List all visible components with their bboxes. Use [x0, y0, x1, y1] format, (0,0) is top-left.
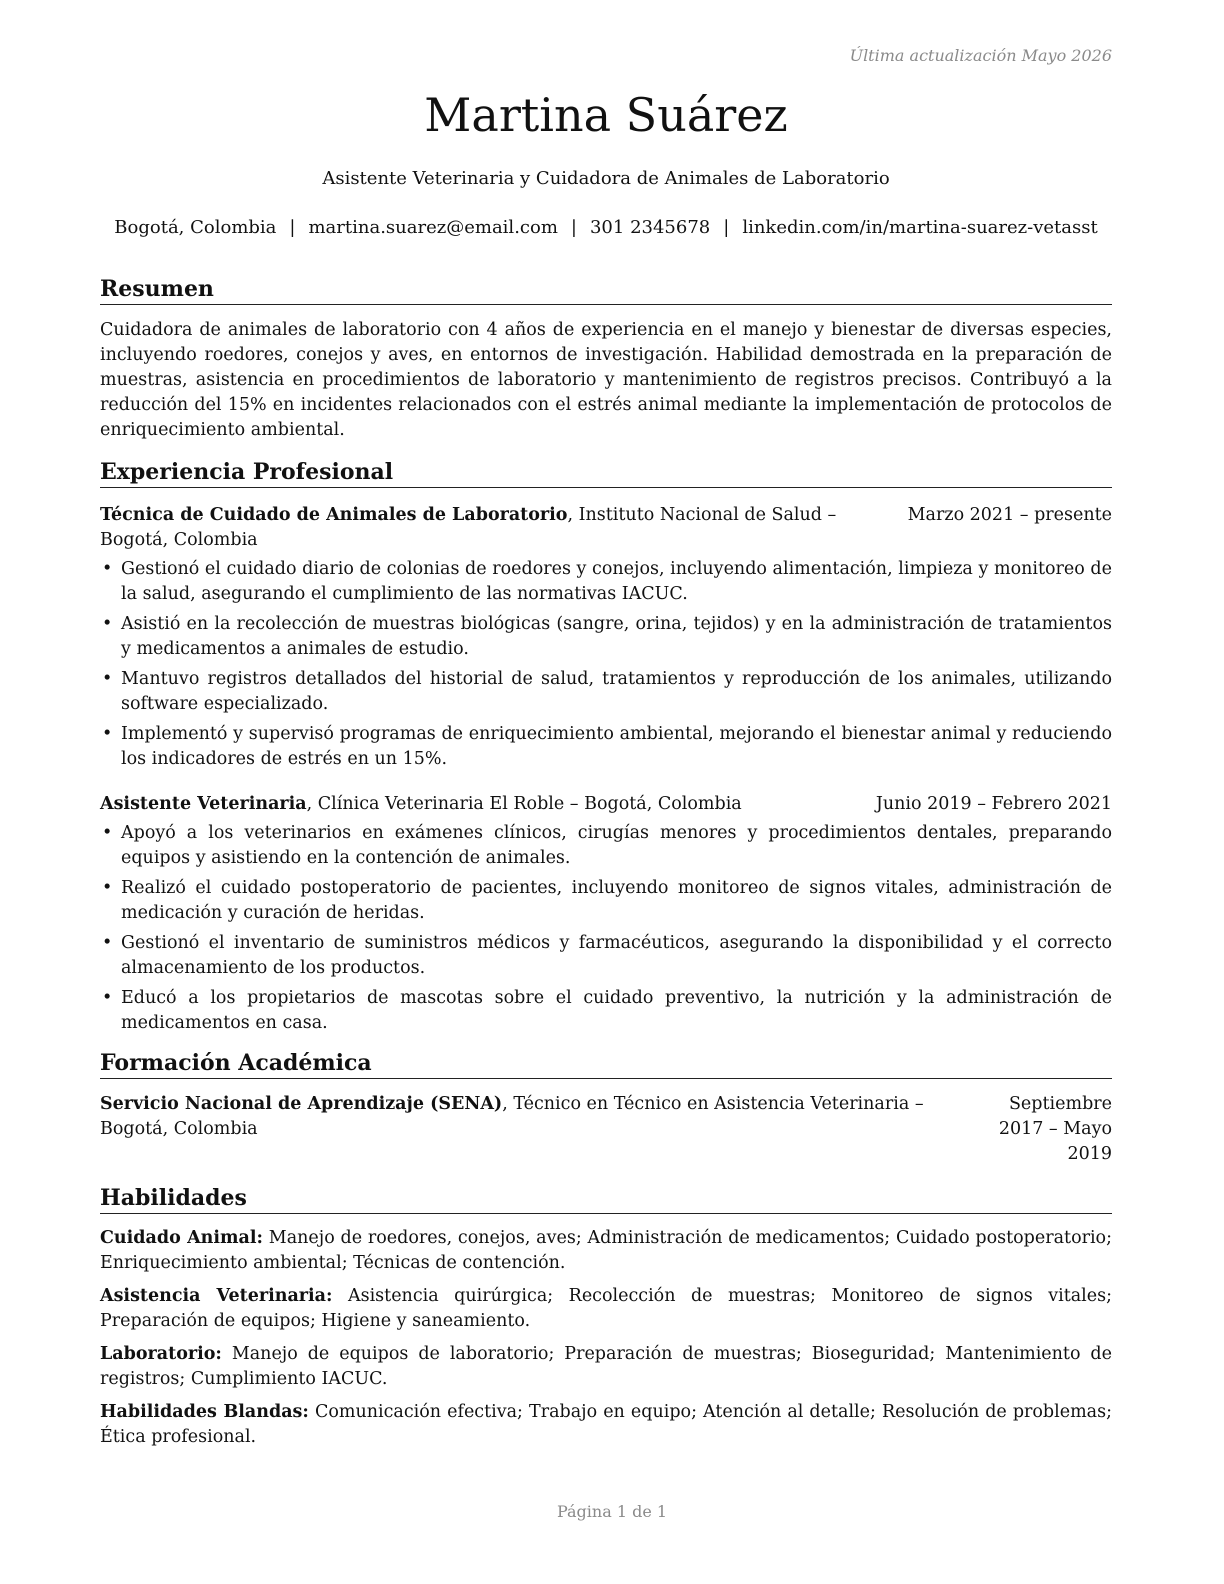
contact-line [100, 217, 1112, 238]
job-bullets [100, 821, 1112, 1036]
job-header [100, 503, 1112, 553]
job-title: Asistente Veterinaria [100, 794, 307, 814]
section-title-experience: Experiencia Profesional [100, 459, 1112, 488]
contact-separator: | [723, 217, 730, 238]
skill-group [100, 1342, 1112, 1392]
contact-linkedin-link[interactable]: linkedin.com/in/martina-suarez-vetasst [742, 217, 1098, 238]
list-item: • Gestionó el inventario de suministros médicos y farmacéuticos, asegurando la disponibilidad y el correcto almacenamiento de los productos. [100, 931, 1112, 981]
job-entry [100, 792, 1112, 1036]
list-item: • Implementó y supervisó programas de enriquecimiento ambiental, mejorando el bienestar animal y reduciendo los indicadores de estrés en un 15%. [100, 722, 1112, 772]
education-section [100, 1050, 1112, 1167]
job-bullets [100, 557, 1112, 772]
summary-text: Cuidadora de animales de laboratorio con 4 años de experiencia en el manejo y bienestar de diversas especies, incluyendo roedores, conejos y aves, en entornos de investigación. Habilidad demostrada en la preparación de muestras, asistencia en procedimientos de laboratorio y mantenimiento de registros precisos. Contribuyó a la reducción del 15% en incidentes relacionados con el estrés animal mediante la implementación de protocolos de enriquecimiento ambiental. [100, 320, 1112, 440]
contact-location: Bogotá, Colombia [114, 217, 277, 238]
skills-section [100, 1185, 1112, 1450]
job-dates: Marzo 2021 – presente [907, 505, 1112, 525]
page-footer: Página 1 de 1 [556, 1502, 668, 1521]
list-item: • Asistió en la recolección de muestras biológicas (sangre, orina, tejidos) y en la administración de tratamientos y medicamentos a animales de estudio. [100, 612, 1112, 662]
skill-label: Cuidado Animal: [100, 1228, 264, 1248]
skill-label: Asistencia Veterinaria: [100, 1286, 333, 1306]
contact-email-link[interactable]: martina.suarez@email.com [308, 217, 558, 238]
education-dates: Septiembre 2017 – Mayo 2019 [998, 1094, 1112, 1164]
skill-group [100, 1400, 1112, 1450]
headline: Asistente Veterinaria y Cuidadora de Animales de Laboratorio [322, 168, 890, 189]
list-item: • Realizó el cuidado postoperatorio de pacientes, incluyendo monitoreo de signos vitales, administración de medicación y curación de heridas. [100, 876, 1112, 926]
skill-text: Manejo de roedores, conejos, aves; Administración de medicamentos; Cuidado postoperatorio; Enriquecimiento ambiental; Técnicas de contención. [100, 1228, 1112, 1273]
skill-group [100, 1226, 1112, 1276]
list-item: • Gestionó el cuidado diario de colonias de roedores y conejos, incluyendo alimentación, limpieza y monitoreo de la salud, asegurando el cumplimiento de las normativas IACUC. [100, 557, 1112, 607]
job-title: Técnica de Cuidado de Animales de Laboratorio [100, 505, 568, 525]
list-item: • Mantuvo registros detallados del historial de salud, tratamientos y reproducción de los animales, utilizando software especializado. [100, 667, 1112, 717]
summary-section [100, 276, 1112, 443]
education-entry [100, 1092, 1112, 1167]
skill-text: Comunicación efectiva; Trabajo en equipo; Atención al detalle; Resolución de problemas; Ética profesional. [100, 1402, 1112, 1447]
education-detail: , Técnico en Técnico en Asistencia Veterinaria – Bogotá, Colombia [100, 1094, 924, 1139]
last-updated: Última actualización Mayo 2026 [849, 46, 1112, 65]
contact-separator: | [289, 217, 296, 238]
list-item: • Apoyó a los veterinarios en exámenes clínicos, cirugías menores y procedimientos dentales, preparando equipos y asistiendo en la contención de animales. [100, 821, 1112, 871]
job-dates: Junio 2019 – Febrero 2021 [875, 794, 1112, 814]
skill-text: Manejo de equipos de laboratorio; Preparación de muestras; Bioseguridad; Mantenimiento de registros; Cumplimiento IACUC. [100, 1344, 1112, 1389]
contact-separator: | [570, 217, 577, 238]
job-header [100, 792, 1112, 817]
candidate-name: Martina Suárez [424, 88, 788, 142]
section-title-skills: Habilidades [100, 1185, 1112, 1214]
contact-phone: 301 2345678 [589, 217, 711, 238]
list-item: • Educó a los propietarios de mascotas sobre el cuidado preventivo, la nutrición y la administración de medicamentos en casa. [100, 986, 1112, 1036]
skill-group [100, 1284, 1112, 1334]
skill-text: Asistencia quirúrgica; Recolección de muestras; Monitoreo de signos vitales; Preparación de equipos; Higiene y saneamiento. [100, 1286, 1112, 1331]
experience-section [100, 459, 1112, 1036]
job-organization: , Clínica Veterinaria El Roble – Bogotá, Colombia [306, 794, 742, 814]
job-organization: , Instituto Nacional de Salud – Bogotá, Colombia [100, 505, 837, 550]
skill-label: Laboratorio: [100, 1344, 222, 1364]
section-title-summary: Resumen [100, 276, 1112, 305]
section-title-education: Formación Académica [100, 1050, 1112, 1079]
skill-label: Habilidades Blandas: [100, 1402, 309, 1422]
job-entry [100, 503, 1112, 772]
education-institution: Servicio Nacional de Aprendizaje (SENA) [100, 1094, 503, 1114]
